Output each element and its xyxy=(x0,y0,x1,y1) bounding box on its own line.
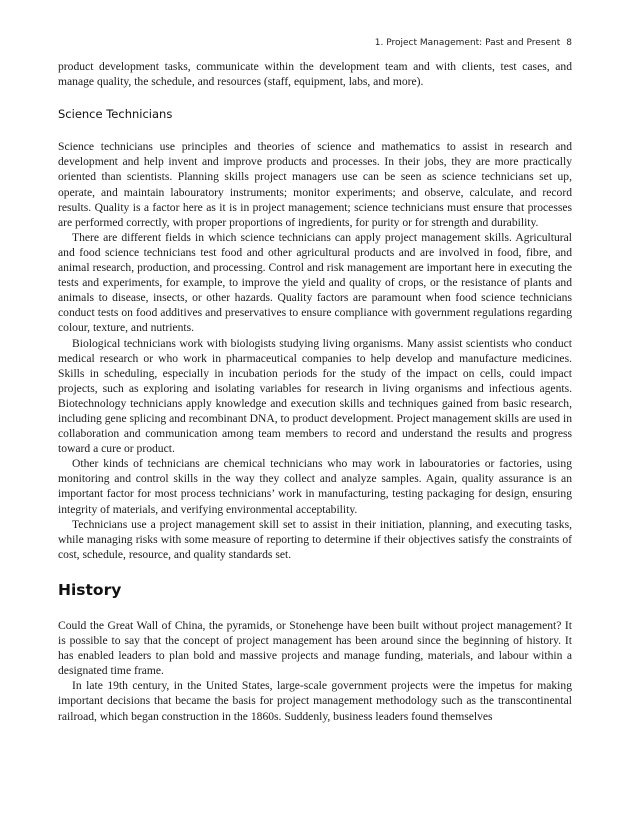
paragraph: Technicians use a project management skill set to assist in their initiation, planning, and executing tasks, while managing risks with some measure of reporting to determine if their objectives satisfy the constraints of cost, schedule, resource, and quality standards set. xyxy=(58,517,572,561)
paragraph: Biological technicians work with biologists studying living organisms. Many assist scientists who conduct medical research or who work in pharmaceutical companies to help develop and manufacture medicines. Skills in scheduling, especially in incubation periods for the study of the impact on cells, could impact projects, such as exploring and isolating variables for research in living organisms and infectious agents. Biotechnology technicians apply knowledge and execution skills and techniques gained from basic research, including gene splicing and recombinant DNA, to product development. Project management skills are used in collaboration and communication among team members to record and understand the results and progress toward a cure or product. xyxy=(58,336,572,456)
history-heading: History xyxy=(58,580,122,599)
running-header xyxy=(375,38,572,48)
body-text xyxy=(58,59,572,724)
paragraph: Science technicians use principles and theories of science and mathematics to assist in research and development and help invent and improve products and processes. In their jobs, they are more practically oriented than scientists. Planning skills project managers use can be seen as science technicians set up, operate, and maintain labouratory instruments; monitor experiments; and observe, calculate, and record results. Quality is a factor here as it is in project management; science technicians must ensure that processes are performed correctly, with proper proportions of ingredients, for purity or for strength and durability. xyxy=(58,140,572,229)
intro-paragraph: product development tasks, communicate within the development team and with clients, test cases, and manage quality, the schedule, and resources (staff, equipment, labs, and more). xyxy=(58,60,572,89)
page-number: 8 xyxy=(566,38,572,48)
science-technicians-heading: Science Technicians xyxy=(58,107,173,122)
paragraph: There are different fields in which science technicians can apply project management skills. Agricultural and food science technicians test food and other agricultural products and are involved in food, fibre, and animal research, production, and processing. Control and risk management are important here in executing the tests and experiments, for example, to improve the yield and quality of crops, or the resistance of plants and animals to disease, insects, or other hazards. Quality factors are paramount when food science technicians conduct tests on food additives and preservatives to ensure compliance with government regulations regarding colour, texture, and nutrients. xyxy=(58,230,572,335)
paragraph: Other kinds of technicians are chemical technicians who may work in labouratories or factories, using monitoring and control skills in the way they collect and analyze samples. Again, quality assurance is an important factor for most process technicians’ work in manufacturing, testing packaging for design, ensuring integrity of materials, and verifying environmental acceptability. xyxy=(58,457,572,516)
chapter-title: 1. Project Management: Past and Present xyxy=(374,38,561,48)
paragraph: Could the Great Wall of China, the pyramids, or Stonehenge have been built without project management? It is possible to say that the concept of project management has been around since the beginning of history. It has enabled leaders to plan bold and massive projects and manage funding, materials, and labour within a designated time frame. xyxy=(58,619,572,678)
paragraph: In late 19th century, in the United States, large-scale government projects were the impetus for making important decisions that became the basis for project management methodology such as the transcontinental railroad, which began construction in the 1860s. Suddenly, business leaders found themselves xyxy=(58,679,572,723)
